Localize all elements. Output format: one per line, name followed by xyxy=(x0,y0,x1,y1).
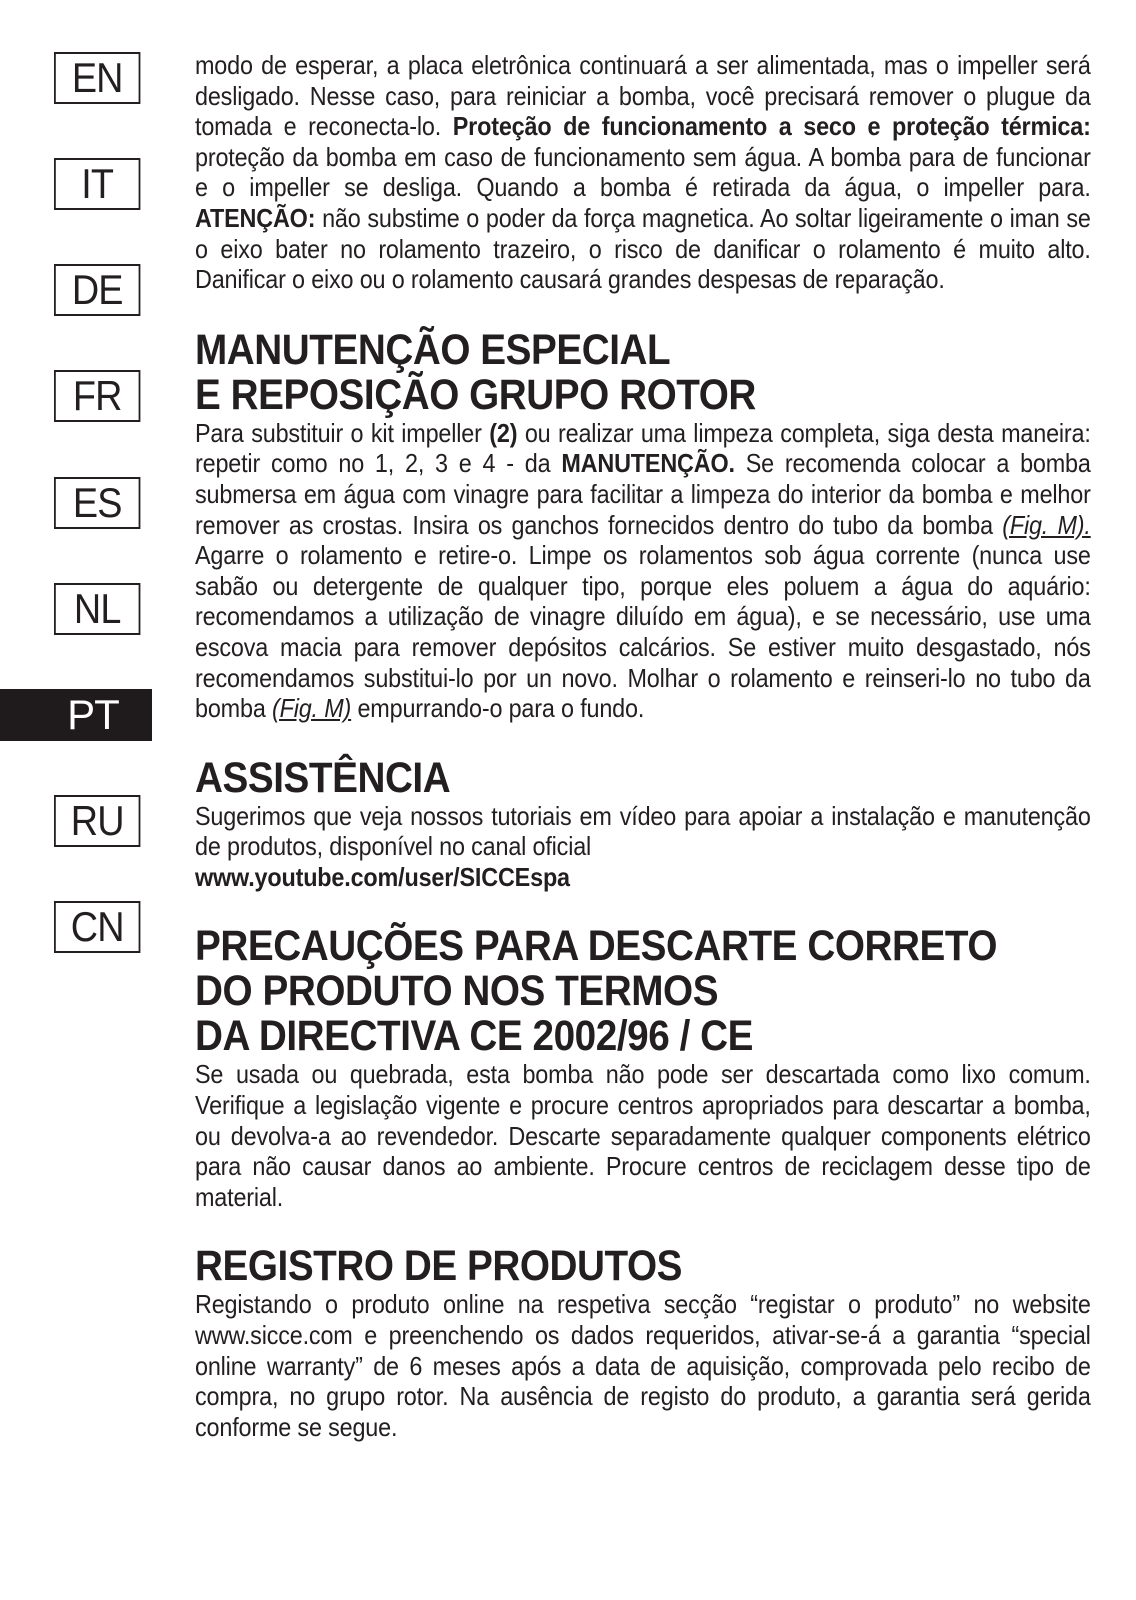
heading-line: PRECAUÇÕES PARA DESCARTE CORRETO xyxy=(195,922,997,971)
heading-line: DO PRODUTO NOS TERMOS xyxy=(195,967,719,1016)
text-run: ou realizar uma limpeza completa, siga desta maneira: repetir como no 1, 2, 3 e 4 - da xyxy=(195,417,1091,479)
disposal-section xyxy=(195,924,1091,1212)
text-run: proteção da bomba em caso de funcionamento sem água. A bomba para de funcionar e o impeller se desliga. Quando a bomba é retirada da água, o impeller para. xyxy=(195,141,1091,203)
disposal-paragraph: Se usada ou quebrada, esta bomba não pode ser descartada como lixo comum. Verifique a legislação vigente e procure centros apropriados para descartar a bomba, ou devolva-a ao revendedor. Descarte separadamente qualquer components elétrico para não causar danos ao ambiente. Procure centros de reciclagem desse tipo de material. xyxy=(195,1059,1091,1212)
maintenance-paragraph xyxy=(195,418,1091,724)
special-maintenance-heading xyxy=(195,325,1091,419)
registration-section xyxy=(195,1244,1091,1442)
heading-line: E REPOSIÇÃO GRUPO ROTOR xyxy=(195,370,756,419)
lang-tab-cn[interactable]: CN xyxy=(54,901,140,953)
disposal-heading xyxy=(195,924,1091,1059)
dry-run-protection-label: Proteção de funcionamento a seco e proteção térmica: xyxy=(452,111,1091,142)
attention-label: ATENÇÃO: xyxy=(195,202,316,233)
lang-tab-it[interactable]: IT xyxy=(54,158,140,210)
assistance-heading: ASSISTÊNCIA xyxy=(195,753,451,802)
registration-paragraph: Registando o produto online na respetiva secção “registar o produto” no website www.sicce.com e preenchendo os dados requeridos, ativar-se-á a garantia “special online warranty” de 6 meses após a data de aquisição, comprovada pelo recibo de compra, no grupo rotor. Na ausência de registo do produto, a garantia será gerida conforme se segue. xyxy=(195,1289,1091,1442)
text-run: Se recomenda colocar a bomba submersa em água com vinagre para facilitar a limpeza do interior da bomba e melhor remover as crostas. Insira os ganchos fornecidos dentro do tubo da bomba xyxy=(195,448,1091,540)
lang-tab-fr[interactable]: FR xyxy=(54,370,140,422)
impeller-ref: (2) xyxy=(489,417,518,448)
dry-run-protection-section xyxy=(195,50,1091,295)
figure-m-link[interactable]: (Fig. M). xyxy=(1002,509,1091,540)
maintenance-ref: MANUTENÇÃO. xyxy=(561,448,735,479)
registration-heading: REGISTRO DE PRODUTOS xyxy=(195,1242,682,1291)
assistance-paragraph: Sugerimos que veja nossos tutoriais em vídeo para apoiar a instalação e manutenção de produtos, disponível no canal oficial xyxy=(195,800,1091,862)
lang-tab-ru[interactable]: RU xyxy=(54,795,140,847)
text-run: modo de esperar, a placa eletrônica continuará a ser alimentada, mas o impeller será desligado. Nesse caso, para reiniciar a bomba, você precisará remover o plugue da tomada e reconecta-lo. xyxy=(195,50,1091,142)
figure-m-link[interactable]: (Fig. M) xyxy=(271,693,352,724)
youtube-url-link[interactable]: www.youtube.com/user/SICCEspa xyxy=(195,861,570,892)
manual-content xyxy=(195,50,1090,1442)
lang-tab-de[interactable]: DE xyxy=(54,264,140,316)
text-run: não substime o poder da força magnetica. Ao soltar ligeiramente o iman se o eixo bater no rolamento trazeiro, o risco de danificar o rolamento é muito alto. Danificar o eixo ou o rolamento causará grandes despesas de reparação. xyxy=(195,202,1091,295)
lang-tab-nl[interactable]: NL xyxy=(54,583,140,635)
special-maintenance-section xyxy=(195,325,1091,724)
text-run: Agarre o rolamento e retire-o. Limpe os rolamentos sob água corrente (nunca use sabão ou detergente de qualquer tipo, porque eles poluem a água do aquário: recomendamos a utilização de vinagre diluído em água), e se necessário, use uma escova macia para remover depósitos calcários. Se estiver muito desgastado, nós recomendamos substitui-lo por un novo. Molhar o rolamento e reinseri-lo no tubo da bomba xyxy=(195,540,1091,724)
language-nav xyxy=(0,0,160,1000)
dry-run-paragraph xyxy=(195,50,1091,295)
lang-tab-en[interactable]: EN xyxy=(54,52,140,104)
text-run: Para substituir o kit impeller xyxy=(195,417,490,448)
lang-tab-pt-active[interactable]: PT xyxy=(0,689,152,741)
text-run: empurrando-o para o fundo. xyxy=(351,693,645,724)
heading-line: DA DIRECTIVA CE 2002/96 / CE xyxy=(195,1012,754,1061)
heading-line: MANUTENÇÃO ESPECIAL xyxy=(195,325,671,374)
assistance-section xyxy=(195,753,1091,893)
lang-tab-es[interactable]: ES xyxy=(54,477,140,529)
